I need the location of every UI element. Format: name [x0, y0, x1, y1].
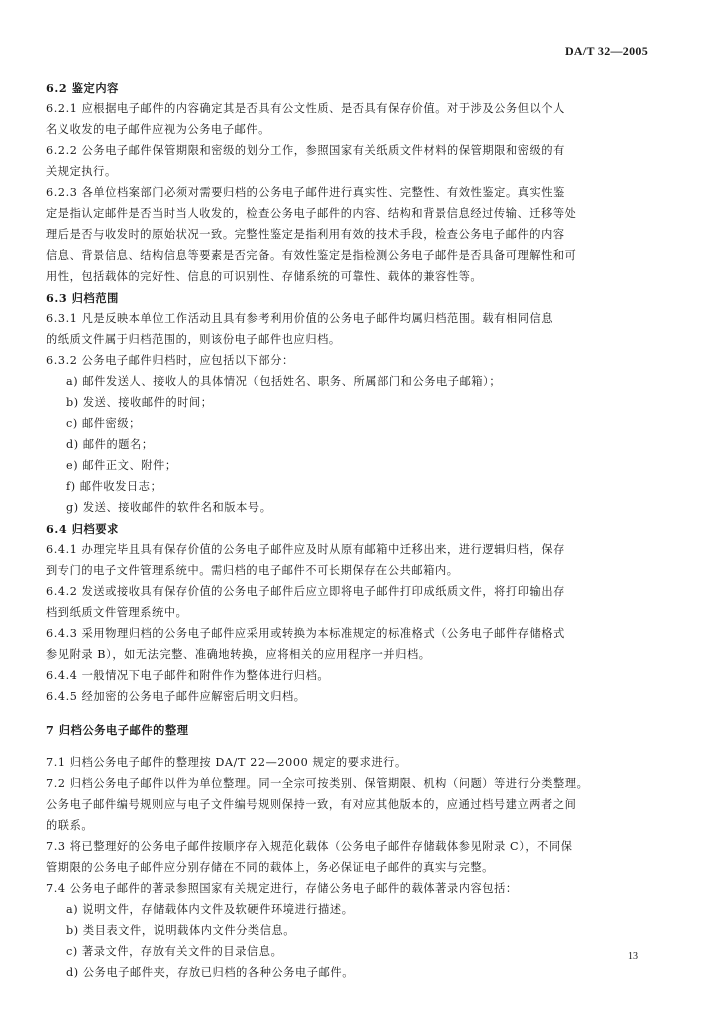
- chapter-heading: 7 归档公务电子邮件的整理: [46, 723, 189, 737]
- paragraph-line: 用性，包括载体的完好性、信息的可识别性、存储系统的可靠性、载体的兼容性等。: [46, 270, 483, 283]
- paragraph-line: 6.4.2 发送或接收具有保存价值的公务电子邮件后应立即将电子邮件打印成纸质文件，将打印输出存: [46, 585, 565, 598]
- paragraph-line: 6.4.4 一般情况下电子邮件和附件作为整体进行归档。: [46, 669, 330, 682]
- paragraph-line: 公务电子邮件编号规则应与电子文件编号规则保持一致，有对应其他版本的，应通过档号建立两者之间: [46, 798, 577, 811]
- paragraph-line: 的纸质文件属于归档范围的，则该份电子邮件也应归档。: [46, 333, 341, 346]
- paragraph-line: 7.3 将已整理好的公务电子邮件按顺序存入规范化载体（公务电子邮件存储载体参见附录 C），不同保: [46, 840, 573, 853]
- paragraph-line: 理后是否与收发时的原始状况一致。完整性鉴定是指利用有效的技术手段，检查公务电子邮件的内容: [46, 228, 565, 241]
- paragraph-line: 6.2.2 公务电子邮件保管期限和密级的划分工作，参照国家有关纸质文件材料的保管期限和密级的有: [46, 144, 565, 157]
- paragraph-line: 6.3.2 公务电子邮件归档时，应包括以下部分：: [46, 354, 294, 367]
- paragraph-line: 名义收发的电子邮件应视为公务电子邮件。: [46, 123, 270, 136]
- section-gap: [46, 741, 658, 753]
- paragraph-line: 6.4.5 经加密的公务电子邮件应解密后明文归档。: [46, 690, 306, 703]
- paragraph-line: 到专门的电子文件管理系统中。需归档的电子邮件不可长期保存在公共邮箱内。: [46, 564, 459, 577]
- list-item: f) 邮件收发日志；: [66, 480, 163, 493]
- document-code-header: DA/T 32—2005: [564, 44, 648, 58]
- document-body: [46, 78, 658, 984]
- paragraph-line: 6.2.1 应根据电子邮件的内容确定其是否具有公文性质、是否具有保存价值。对于涉及公务但以个人: [46, 102, 565, 115]
- paragraph-line: 6.2.3 各单位档案部门必须对需要归档的公务电子邮件进行真实性、完整性、有效性鉴定。真实性鉴: [46, 186, 565, 199]
- paragraph-line: 6.4.3 采用物理归档的公务电子邮件应采用或转换为本标准规定的标准格式（公务电子邮件存储格式: [46, 627, 565, 640]
- section-heading: 6.2 鉴定内容: [46, 81, 119, 95]
- list-item: d) 邮件的题名；: [66, 438, 154, 451]
- paragraph-line: 7.2 归档公务电子邮件以件为单位整理。同一全宗可按类别、保管期限、机构（问题）等进行分类整理。: [46, 777, 589, 790]
- list-item: c) 邮件密级；: [66, 417, 141, 430]
- paragraph-line: 6.3.1 凡是反映本单位工作活动且具有参考利用价值的公务电子邮件均属归档范围。载有相同信息: [46, 312, 554, 325]
- paragraph-line: 7.1 归档公务电子邮件的整理按 DA/T 22—2000 规定的要求进行。: [46, 756, 407, 769]
- paragraph-line: 参见附录 B），如无法完整、准确地转换，应将相关的应用程序一并归档。: [46, 648, 431, 661]
- section-heading: 6.3 归档范围: [46, 291, 119, 305]
- paragraph-line: 6.4.1 办理完毕且具有保存价值的公务电子邮件应及时从原有邮箱中迁移出来，进行逻辑归档，保存: [46, 543, 565, 556]
- paragraph-line: 定是指认定邮件是否当时当人收发的，检查公务电子邮件的内容、结构和背景信息经过传输、迁移等处: [46, 207, 577, 220]
- list-item: c) 著录文件，存放有关文件的目录信息。: [66, 945, 283, 958]
- paragraph-line: 关规定执行。: [46, 165, 117, 178]
- paragraph-line: 管期限的公务电子邮件应分别存储在不同的载体上，务必保证电子邮件的真实与完整。: [46, 861, 494, 874]
- paragraph-line: 档到纸质文件管理系统中。: [46, 606, 188, 619]
- list-item: a) 说明文件，存储载体内文件及软硬件环境进行描述。: [66, 903, 354, 916]
- paragraph-line: 信息、背景信息、结构信息等要素是否完备。有效性鉴定是指检测公务电子邮件是否具备可理解性和可: [46, 249, 577, 262]
- list-item: b) 类目表文件，说明载体内文件分类信息。: [66, 924, 296, 937]
- list-item: e) 邮件正文、附件；: [66, 459, 177, 472]
- list-item: d) 公务电子邮件夹，存放已归档的各种公务电子邮件。: [66, 966, 354, 979]
- list-item: b) 发送、接收邮件的时间；: [66, 396, 213, 409]
- list-item: a) 邮件发送人、接收人的具体情况（包括姓名、职务、所属部门和公务电子邮箱）；: [66, 375, 502, 388]
- paragraph-line: 的联系。: [46, 819, 94, 832]
- section-heading: 6.4 归档要求: [46, 522, 119, 536]
- paragraph-line: 7.4 公务电子邮件的著录参照国家有关规定进行，存储公务电子邮件的载体著录内容包括：: [46, 882, 518, 895]
- page-number: 13: [628, 951, 638, 962]
- section-gap: [46, 708, 658, 720]
- list-item: g) 发送、接收邮件的软件名和版本号。: [66, 501, 272, 514]
